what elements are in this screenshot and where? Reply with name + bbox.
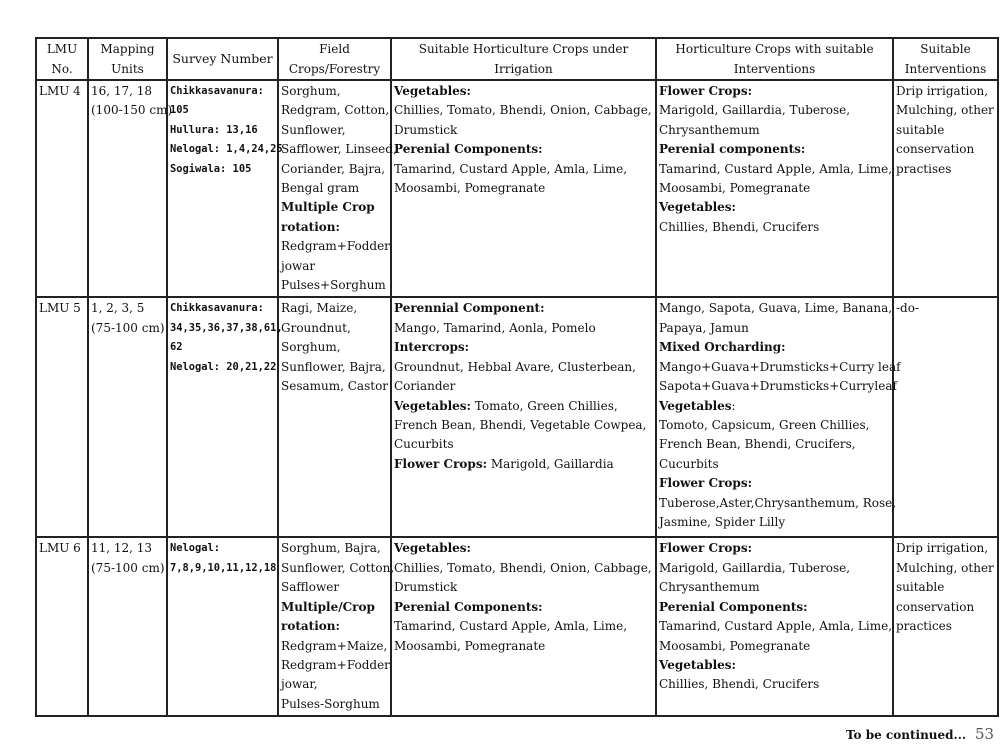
cell-text: Moosambi, Pomegranate xyxy=(659,638,811,653)
cell-text: Tuberose,Aster,Chrysanthemum, Rose, xyxy=(659,495,897,510)
cell-text: Jasmine, Spider Lilly xyxy=(659,514,786,529)
cell-line xyxy=(659,299,893,318)
cell-text: Vegetables: xyxy=(394,84,471,98)
cell-line: 7,8,9,10,11,12,18 xyxy=(170,561,277,574)
cell-heading-line xyxy=(394,338,653,357)
cell-text: Perenial Components: xyxy=(659,599,808,614)
header-intervention-crops: Horticulture Crops with suitable Interventions xyxy=(656,38,893,80)
continued-note: To be continued... xyxy=(846,728,967,742)
cell-text: Sorghum, Bajra, xyxy=(281,541,381,556)
cell-line: 105 xyxy=(170,104,189,117)
cell-line xyxy=(281,637,388,656)
cell-text: Tomoto, Capsicum, Green Chillies, xyxy=(659,417,870,432)
cell-line xyxy=(659,160,893,179)
cell-line xyxy=(394,617,653,636)
cell-line xyxy=(659,578,890,597)
cell-line xyxy=(394,160,653,179)
cell-text: Coriander xyxy=(394,379,456,394)
cell-line: Drip irrigation, xyxy=(896,84,989,98)
cell-line xyxy=(281,539,388,558)
cell-line xyxy=(394,578,653,597)
cell-text-rest: Tomato, Green Chillies, xyxy=(470,398,618,413)
cell-line xyxy=(281,101,388,120)
cell-text: Sunflower, Cotton, xyxy=(281,560,395,575)
cell-line xyxy=(659,101,890,120)
cell-text: Redgram+Fodder xyxy=(281,657,390,672)
cell-heading-line xyxy=(394,397,653,416)
cell-line xyxy=(281,160,388,179)
cell-text: Flower Crops: xyxy=(394,456,487,471)
header-suitable-interventions: Suitable Interventions xyxy=(893,38,998,80)
cell-line: -do- xyxy=(896,301,920,316)
cell-text: Ragi, Maize, xyxy=(281,301,358,316)
cell-line: 62 xyxy=(170,341,183,354)
cell-heading-line xyxy=(394,140,653,159)
cell-text: Vegetables: xyxy=(659,657,736,672)
page-number: 53 xyxy=(975,725,995,743)
cell-text: Tamarind, Custard Apple, Amla, Lime, xyxy=(659,161,893,176)
cell-line xyxy=(394,435,653,454)
cell-text: Mango, Tamarind, Aonla, Pomelo xyxy=(394,320,596,335)
cell-line xyxy=(659,455,890,474)
cell-heading-line xyxy=(659,656,890,675)
cell-line xyxy=(659,218,890,237)
cell-heading-line xyxy=(394,82,653,101)
cell-line xyxy=(281,299,388,318)
cell-line xyxy=(659,675,890,694)
cell-text: rotation: xyxy=(281,619,340,634)
cell-line xyxy=(659,435,890,454)
cell-line xyxy=(394,637,653,656)
cell-text: Mango+Guava+Drumsticks+Curry leaf xyxy=(659,359,901,374)
cell-text: Cucurbits xyxy=(659,456,719,471)
cell-text: Flower Crops: xyxy=(659,84,752,98)
cell-survey-number xyxy=(167,297,283,537)
cell-heading-line xyxy=(394,455,653,474)
cell-line: Chikkasavanura: xyxy=(170,302,264,315)
cell-heading-line xyxy=(281,198,388,217)
cell-line xyxy=(659,179,890,198)
cell-line xyxy=(659,559,890,578)
cell-line: 16, 17, 18 xyxy=(91,84,153,98)
cell-text: Vegetables: xyxy=(394,398,471,413)
cell-line xyxy=(281,319,388,338)
header-mapping-units: Mapping Units xyxy=(88,38,167,80)
cell-line xyxy=(659,617,893,636)
cell-text: Flower Crops: xyxy=(659,476,752,491)
table-body xyxy=(36,80,998,716)
cell-line: 34,35,36,37,38,61, xyxy=(170,321,283,334)
cell-field-crops xyxy=(278,80,397,297)
cell-line: conservation xyxy=(896,599,975,614)
cell-text: Intercrops: xyxy=(394,340,470,355)
cell-line xyxy=(659,494,897,513)
cell-text: Chillies, Tomato, Bhendi, Onion, Cabbage, xyxy=(394,103,652,118)
cell-line xyxy=(659,416,890,435)
cell-text: Cucurbits xyxy=(394,437,454,452)
cell-text: Coriander, Bajra, xyxy=(281,161,386,176)
cell-line: Hullura: 13,16 xyxy=(170,123,258,136)
cell-text: Chrysanthemum xyxy=(659,580,760,595)
cell-line: Nelogal: 1,4,24,25 xyxy=(170,143,283,156)
cell-text: Sapota+Guava+Drumsticks+Curryleaf xyxy=(659,379,897,394)
cell-text: Safflower xyxy=(281,580,340,595)
cell-text: Chillies, Bhendi, Crucifers xyxy=(659,677,820,692)
cell-text: Redgram+Maize, xyxy=(281,638,388,653)
cell-line xyxy=(281,675,388,694)
cell-heading-line xyxy=(281,598,388,617)
cell-line: suitable xyxy=(896,580,945,595)
table-row xyxy=(36,537,998,716)
cell-field-crops xyxy=(278,297,391,537)
cell-lmu xyxy=(36,80,88,297)
cell-survey-number xyxy=(167,537,278,716)
cell-line xyxy=(281,338,388,357)
cell-heading-line xyxy=(394,299,653,318)
cell-text: Moosambi, Pomegranate xyxy=(394,181,546,196)
cell-line xyxy=(281,656,388,675)
cell-line: Nelogal: xyxy=(170,542,221,555)
cell-text-rest: : xyxy=(731,398,736,413)
cell-text: Mango, Sapota, Guava, Lime, Banana, xyxy=(659,301,893,316)
cell-text: Sunflower, Bajra, xyxy=(281,359,386,374)
cell-text: Moosambi, Pomegranate xyxy=(394,638,546,653)
cell-line: practices xyxy=(896,619,952,634)
cell-text: Drumstick xyxy=(394,580,458,595)
crop-suitability-table xyxy=(35,37,999,717)
cell-line xyxy=(281,179,388,198)
cell-heading-line xyxy=(659,338,890,357)
table-row xyxy=(36,80,998,297)
cell-text: Safflower, Linseed, xyxy=(281,142,397,157)
cell-line: practises xyxy=(896,161,952,176)
cell-line: Sogiwala: 105 xyxy=(170,162,252,175)
cell-text: French Bean, Bhendi, Crucifers, xyxy=(659,437,856,452)
cell-line xyxy=(281,121,388,140)
cell-text: Perennial Component: xyxy=(394,301,545,316)
cell-text: Mixed Orcharding: xyxy=(659,340,786,355)
cell-text: Multiple/Crop xyxy=(281,599,375,614)
cell-text: Perenial components: xyxy=(659,142,806,157)
cell-line: LMU 6 xyxy=(39,541,81,556)
cell-line: conservation xyxy=(896,142,975,157)
cell-field-crops xyxy=(278,537,395,716)
cell-line: 1, 2, 3, 5 xyxy=(91,301,145,316)
cell-text: French Bean, Bhendi, Vegetable Cowpea, xyxy=(394,417,647,432)
cell-text: Groundnut, xyxy=(281,320,351,335)
cell-line xyxy=(281,276,388,295)
cell-text: jowar, xyxy=(281,677,318,692)
cell-line xyxy=(281,358,388,377)
cell-irrigation-crops xyxy=(391,80,656,297)
cell-text: Vegetables xyxy=(659,398,732,413)
cell-line: Mulching, other xyxy=(896,560,994,575)
cell-line xyxy=(394,121,653,140)
cell-text: Redgram, Cotton, xyxy=(281,103,390,118)
cell-line xyxy=(281,82,388,101)
cell-line xyxy=(394,101,653,120)
cell-line: Chikkasavanura: xyxy=(170,85,264,97)
cell-line: (100-150 cm) xyxy=(91,103,173,118)
table-row xyxy=(36,297,998,537)
cell-lmu xyxy=(36,297,88,537)
cell-text: Vegetables: xyxy=(394,541,471,556)
cell-line: suitable xyxy=(896,122,945,137)
cell-text: Tamarind, Custard Apple, Amla, Lime, xyxy=(394,619,628,634)
cell-heading-line xyxy=(659,140,890,159)
cell-intervention-crops xyxy=(656,80,893,297)
cell-line: Nelogal: 20,21,22 xyxy=(170,360,277,373)
cell-line xyxy=(659,358,901,377)
cell-survey-number xyxy=(167,80,283,297)
header-field-crops: Field Crops/Forestry xyxy=(278,38,391,80)
cell-line xyxy=(394,179,653,198)
cell-text: Perenial Components: xyxy=(394,599,543,614)
cell-text: Pulses+Sorghum xyxy=(281,278,386,293)
cell-line: 11, 12, 13 xyxy=(91,541,153,556)
cell-text: Chrysanthemum xyxy=(659,122,760,137)
cell-text: Drumstick xyxy=(394,122,458,137)
cell-mapping-units xyxy=(88,537,167,716)
cell-text-rest: Marigold, Gaillardia xyxy=(487,456,614,471)
cell-line: Drip irrigation, xyxy=(896,541,989,556)
cell-text: rotation: xyxy=(281,219,340,234)
cell-line xyxy=(659,319,890,338)
cell-heading-line xyxy=(659,598,890,617)
cell-line xyxy=(659,377,897,396)
cell-text: Chillies, Bhendi, Crucifers xyxy=(659,219,820,234)
cell-heading-line xyxy=(281,218,388,237)
header-lmu: LMU No. xyxy=(36,38,88,80)
cell-line xyxy=(281,559,395,578)
cell-text: jowar xyxy=(281,258,316,273)
cell-irrigation-crops xyxy=(391,537,656,716)
cell-heading-line xyxy=(394,598,653,617)
cell-mapping-units xyxy=(88,297,167,537)
cell-line xyxy=(659,637,890,656)
cell-lmu xyxy=(36,537,88,716)
cell-suitable-interventions xyxy=(893,80,998,297)
cell-text: Pulses-Sorghum xyxy=(281,696,380,711)
cell-heading-line xyxy=(281,617,388,636)
cell-suitable-interventions xyxy=(893,537,998,716)
cell-text: Perenial Components: xyxy=(394,142,543,157)
cell-line xyxy=(281,578,388,597)
cell-text: Moosambi, Pomegranate xyxy=(659,181,811,196)
cell-heading-line xyxy=(659,198,890,217)
cell-text: Sunflower, xyxy=(281,122,346,137)
table-header-row xyxy=(36,38,998,80)
cell-line xyxy=(281,695,388,714)
cell-line xyxy=(659,121,890,140)
cell-intervention-crops xyxy=(656,537,893,716)
cell-line: Mulching, other xyxy=(896,103,994,118)
cell-line: LMU 4 xyxy=(39,84,81,98)
cell-text: Redgram+Fodder xyxy=(281,239,390,254)
cell-text: Chillies, Tomato, Bhendi, Onion, Cabbage, xyxy=(394,560,652,575)
cell-line xyxy=(394,319,653,338)
cell-heading-line xyxy=(394,539,653,558)
cell-text: Tamarind, Custard Apple, Amla, Lime, xyxy=(659,619,893,634)
cell-text: Sorghum, xyxy=(281,340,341,355)
cell-heading-line xyxy=(659,82,890,101)
cell-line: LMU 5 xyxy=(39,301,81,316)
header-irrigation-crops: Suitable Horticulture Crops under Irrigation xyxy=(391,38,656,80)
cell-line xyxy=(394,416,653,435)
cell-heading-line xyxy=(659,474,890,493)
cell-text: Marigold, Gaillardia, Tuberose, xyxy=(659,103,851,118)
cell-text: Multiple Crop xyxy=(281,200,375,215)
cell-line xyxy=(659,513,890,532)
cell-text: Flower Crops: xyxy=(659,541,752,556)
cell-text: Groundnut, Hebbal Avare, Clusterbean, xyxy=(394,359,636,374)
cell-irrigation-crops xyxy=(391,297,656,537)
cell-mapping-units xyxy=(88,80,173,297)
cell-line xyxy=(281,140,397,159)
cell-text: Tamarind, Custard Apple, Amla, Lime, xyxy=(394,161,628,176)
cell-line xyxy=(281,237,388,256)
cell-suitable-interventions xyxy=(893,297,998,537)
cell-text: Sesamum, Castor xyxy=(281,379,389,394)
header-survey-number: Survey Number xyxy=(167,38,278,80)
cell-text: Vegetables: xyxy=(659,200,736,215)
cell-text: Marigold, Gaillardia, Tuberose, xyxy=(659,560,851,575)
cell-text: Sorghum, xyxy=(281,84,341,98)
cell-intervention-crops xyxy=(656,297,901,537)
cell-line xyxy=(394,559,653,578)
cell-text: Bengal gram xyxy=(281,181,360,196)
cell-line: (75-100 cm) xyxy=(91,560,165,575)
cell-line: (75-100 cm) xyxy=(91,320,165,335)
cell-line xyxy=(281,257,388,276)
cell-line xyxy=(394,358,653,377)
cell-heading-line xyxy=(659,397,890,416)
cell-line xyxy=(281,377,388,396)
cell-heading-line xyxy=(659,539,890,558)
cell-text: Papaya, Jamun xyxy=(659,320,749,335)
cell-line xyxy=(394,377,653,396)
